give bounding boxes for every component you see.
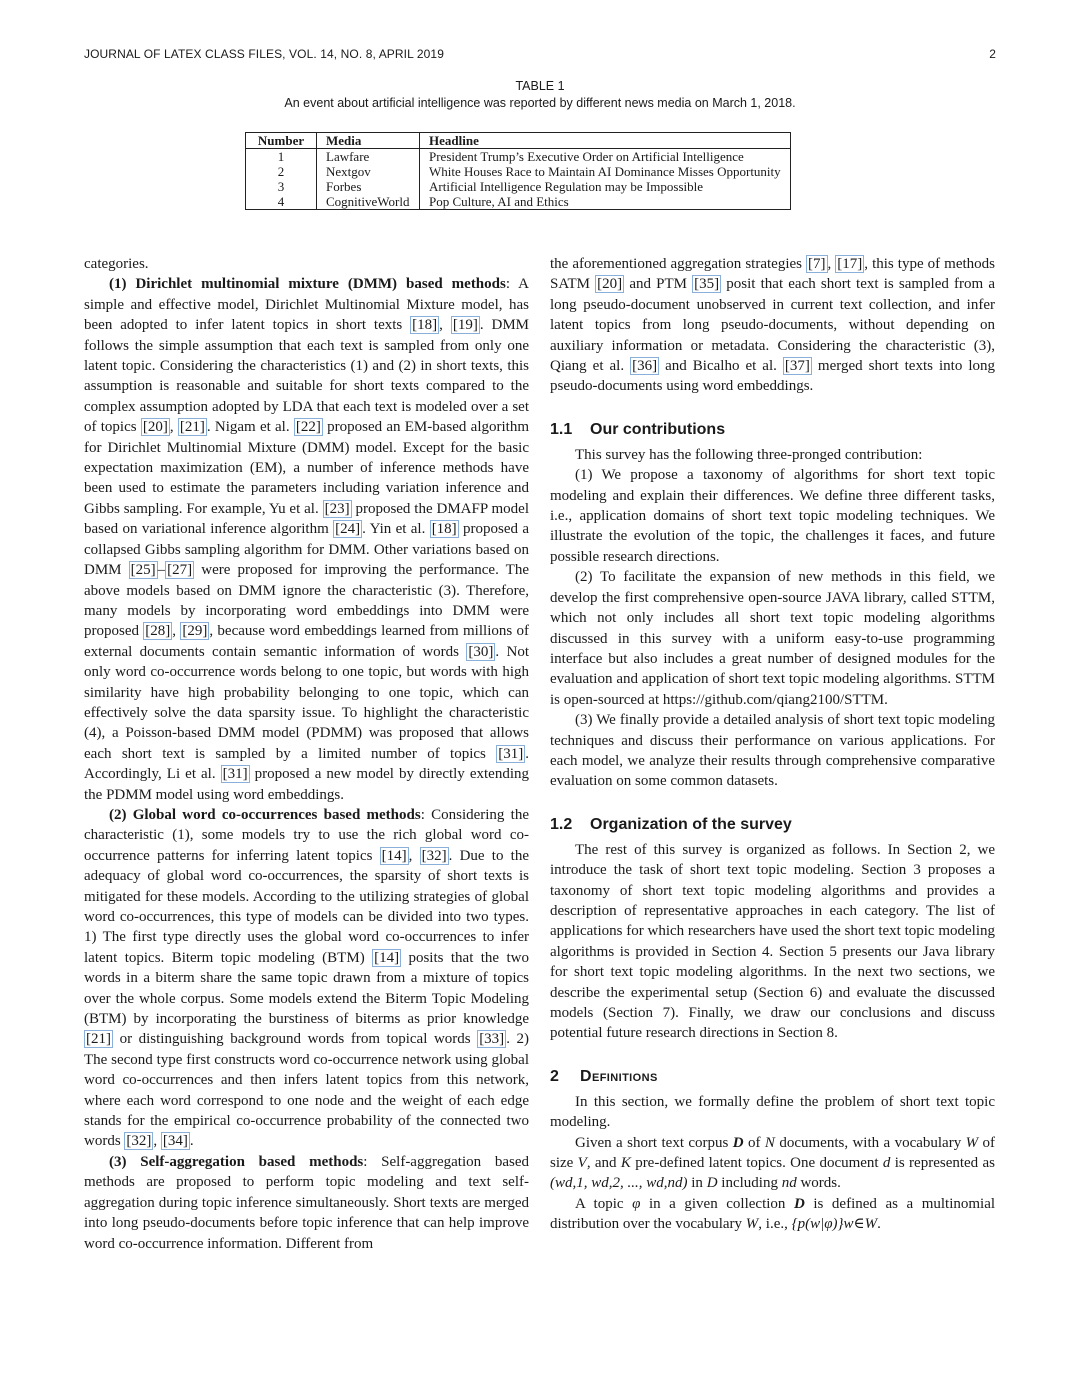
table-cell: CognitiveWorld [317, 194, 420, 210]
paragraph: This survey has the following three-pronged contribution: [575, 446, 923, 463]
math-symbol: D [706, 1175, 718, 1192]
paragraph-heading: (3) Self-aggregation based methods [109, 1153, 364, 1170]
table-row [246, 194, 791, 210]
section-title: Our contributions [590, 420, 726, 438]
citation-link[interactable]: [33] [479, 1031, 505, 1048]
citation-link[interactable]: [20] [142, 419, 168, 436]
table-row [246, 179, 791, 194]
paragraph: The rest of this survey is organized as follows. In Section 2, we introduce the task of short text topic modeling. Section 3 proposes a taxonomy of short text topic modeling algorithms and provides a description of representative approaches in each category. The list of applications for which researchers have used the short text topic modeling algorithms is provided in Section 4. Section 5 presents our Java library for short text topic modeling algorithms. In the next two sections, we describe the experimental setup (Section 6) and evaluate the discussed models (Section 7). Finally, we draw our conclusions and discuss potential future research directions in Section 8. [550, 841, 995, 1042]
section-number: 2 [550, 1067, 559, 1085]
table-cell: Pop Culture, AI and Ethics [420, 194, 791, 210]
paragraph-self-aggregation-methods: (3) Self-aggregation based methods: Self-aggregation based methods are proposed to perform topic modeling and text self-aggregation during topic inference simultaneously. Short texts are merged into long pseudo-documents before topic inference that can help improve word co-occurrence information. Different from [84, 1153, 529, 1252]
table-cell: White Houses Race to Maintain AI Dominance Misses Opportunity [420, 164, 791, 179]
table-cell: 2 [246, 164, 317, 179]
citation-link[interactable]: [14] [374, 949, 400, 966]
table-cell: Forbes [317, 179, 420, 194]
journal-title: JOURNAL OF LATEX CLASS FILES, VOL. 14, NO. 8, APRIL 2019 [84, 47, 444, 61]
math-symbol: d [882, 1155, 891, 1172]
citation-link[interactable]: [32] [421, 847, 447, 864]
table-caption [84, 78, 996, 112]
paragraph: (3) We finally provide a detailed analysis of short text topic modeling techniques and discuss their performance on various applications. For each model, we analyze their results through comprehensive comparative evaluation on some common datasets. [550, 712, 995, 790]
table-caption-text: An event about artificial intelligence was reported by different news media on March 1, 2018. [284, 96, 796, 110]
math-symbol: K [620, 1155, 631, 1172]
left-column [84, 254, 529, 1254]
paragraph-continued: the aforementioned aggregation strategies [7] , [17] , this type of methods SATM [20] and PTM [35] posit that each short text is sampled from a long pseudo-document unobserved in current text collection, and infer latent topics from long pseudo-documents, without depending on auxiliary information or metadata. Considering the characteristic (3), Qiang et al. [36] and Bicalho et al. [37] merged short texts into long pseudo-documents using word embeddings. [550, 256, 995, 395]
page-number: 2 [989, 47, 996, 61]
paragraph: (2) To facilitate the expansion of new methods in this field, we develop the first comprehensive open-source JAVA library, called STTM, which not only includes all short text topic modeling algorithms discussed in this survey with a uniform easy-to-use programming interface but also includes a great number of designed modules for the evaluation and application of short text topic modeling algorithms. STTM is open-sourced at https://github.com/qiang2100/STTM. [550, 569, 995, 708]
math-symbol: N [764, 1134, 775, 1151]
citation-link[interactable]: [28] [145, 623, 171, 640]
column-header: Media [317, 133, 420, 149]
citation-link[interactable]: [20] [597, 276, 623, 293]
events-table [245, 132, 791, 210]
paragraph-heading: (1) Dirichlet multinomial mixture (DMM) based methods [109, 276, 506, 293]
citation-link[interactable]: [18] [431, 521, 457, 538]
table-cell: 4 [246, 194, 317, 210]
events-table-container [245, 132, 791, 210]
citation-link[interactable]: [19] [452, 317, 478, 334]
section-number: 1.1 [550, 420, 573, 438]
column-header: Number [246, 133, 317, 149]
citation-link[interactable]: [21] [86, 1031, 111, 1048]
citation-link[interactable]: [25] [130, 562, 156, 579]
citation-link[interactable]: [18] [412, 317, 438, 334]
citation-link[interactable]: [37] [784, 358, 810, 375]
table-cell: 3 [246, 179, 317, 194]
citation-link[interactable]: [30] [468, 643, 494, 660]
paragraph-heading: (2) Global word co-occurrences based methods [109, 806, 421, 823]
paragraph: In this section, we formally define the problem of short text topic modeling. [550, 1093, 995, 1131]
citation-link[interactable]: [27] [167, 562, 193, 579]
citation-link[interactable]: [31] [222, 766, 248, 783]
paragraph-global-word-methods: (2) Global word co-occurrences based methods: Considering the characteristic (1), some models try to use the rich global word co-occurrence patterns for inferring latent topics [14] , [32] . Due to the adequacy of global word co-occurrences, the sparsity of short texts is mitigated for these models. According to the utilizing strategies of global word co-occurrences, this type of models can be divided into two types. 1) The first type directly uses the global word co-occurrences to infer latent topics. Biterm topic modeling (BTM) [14] posits that the two words in a biterm share the same topic drawn from a mixture of topics over the whole corpus. Some models extend the Biterm Topic Modeling (BTM) by incorporating the burstiness of biterms as prior knowledge [21] or distinguishing background words from topical words [33] . 2) The second type first constructs word co-occurrence network using global word co-occurrences and then infers latent topics from this network, where each word correspond to one node and the weight of each edge stands for the empirical co-occurrence probability of the connected two words [32] , [34] . [84, 806, 530, 1150]
table-row [246, 164, 791, 179]
math-symbol: W [965, 1134, 979, 1151]
paragraph: categories. [84, 256, 149, 272]
citation-link[interactable]: [29] [182, 623, 208, 640]
math-symbol: D [732, 1134, 744, 1151]
citation-link[interactable]: [31] [498, 745, 524, 762]
section-title: Definitions [580, 1067, 658, 1085]
table-cell: President Trump’s Executive Order on Artificial Intelligence [420, 149, 791, 165]
table-cell: 1 [246, 149, 317, 165]
column-header: Headline [420, 133, 791, 149]
paragraph-topic-definition: A topic φ in a given collection D is defined as a multinomial distribution over the vocabulary W, i.e., {p(w|φ)}w∈W. [550, 1195, 996, 1233]
section-number: 1.2 [550, 815, 573, 833]
math-symbol: D [793, 1195, 805, 1212]
table-row [246, 149, 791, 165]
table-header-row [246, 133, 791, 149]
citation-link[interactable]: [24] [335, 521, 361, 538]
running-header [84, 47, 996, 63]
citation-link[interactable]: [32] [126, 1133, 152, 1150]
table-label: TABLE 1 [515, 79, 565, 93]
citation-link[interactable]: [36] [632, 358, 658, 375]
paragraph: (1) We propose a taxonomy of algorithms for short text topic modeling and explain their differences. We define three different tasks, i.e., application domains of short text topic modeling techniques. We illustrate the evolution of the topic, the challenges it faces, and future possible research directions. [550, 467, 995, 565]
math-symbol: φ [632, 1195, 641, 1212]
table-cell: Lawfare [317, 149, 420, 165]
citation-link[interactable]: [23] [324, 500, 350, 517]
math-symbol: V [577, 1155, 587, 1172]
section-heading-contributions [550, 420, 995, 440]
math-symbol: W [745, 1216, 759, 1233]
citation-link[interactable]: [17] [837, 256, 863, 272]
citation-link[interactable]: [14] [381, 847, 407, 864]
math-expression: {p(w|φ)}w∈W [791, 1216, 878, 1233]
section-heading-organization [550, 815, 995, 835]
right-column [550, 254, 995, 1235]
citation-link[interactable]: [34] [162, 1133, 188, 1150]
citation-link[interactable]: [7] [808, 256, 826, 272]
math-expression: (wd,1, wd,2, ..., wd,nd) [550, 1175, 688, 1192]
math-symbol: nd [781, 1175, 797, 1192]
citation-link[interactable]: [21] [179, 419, 205, 436]
paragraph-corpus-definition: Given a short text corpus D of N documents, with a vocabulary W of size V, and K pre-defined latent topics. One document d is represented as (wd,1, wd,2, ..., wd,nd) in D including nd words. [550, 1134, 995, 1192]
citation-link[interactable]: [35] [694, 276, 720, 293]
section-heading-definitions [550, 1067, 995, 1087]
citation-link[interactable]: [22] [295, 419, 321, 436]
paragraph-dmm-methods: (1) Dirichlet multinomial mixture (DMM) based methods: A simple and effective model, Dirichlet Multinomial Mixture model, has been adopted to infer latent topics in short texts [18] , [19] . DMM follows the simple assumption that each text is sampled from only one latent topic. Considering the characteristics (1) and (2) in short texts, this assumption is reasonable and suitable for short texts compared to the complex assumption adopted by LDA that each text is modeled over a set of topics [20] , [21] . Nigam et al. [22] proposed an EM-based algorithm for Dirichlet Multinomial Mixture (DMM) model. Except for the basic expectation maximization (EM), a number of inference methods have been used to estimate the parameters including variation inference and Gibbs sampling. For example, Yu et al. [23] proposed the DMAFP model based on variational inference algorithm [24] . Yin et al. [18] proposed a collapsed Gibbs sampling algorithm for DMM. Other variations based on DMM [25] – [27] were proposed for improving the performance. The above models based on DMM ignore the characteristic (3). Therefore, many models by incorporating word embeddings into DMM were proposed [28] , [29] , because word embeddings learned from millions of external documents contain semantic information of words [30] . Not only word co-occurrence words belong to one topic, but words with high similarity have high probability belonging to one topic, which can effectively solve the data sparsity issue. To highlight the characteristic (4), a Poisson-based DMM model (PDMM) was proposed that allows each short text is sampled by a limited number of topics [31] . Accordingly, Li et al. [31] proposed a new model by directly extending the PDMM model using word embeddings. [84, 276, 530, 803]
table-cell: Nextgov [317, 164, 420, 179]
table-cell: Artificial Intelligence Regulation may be Impossible [420, 179, 791, 194]
section-title: Organization of the survey [590, 815, 792, 833]
